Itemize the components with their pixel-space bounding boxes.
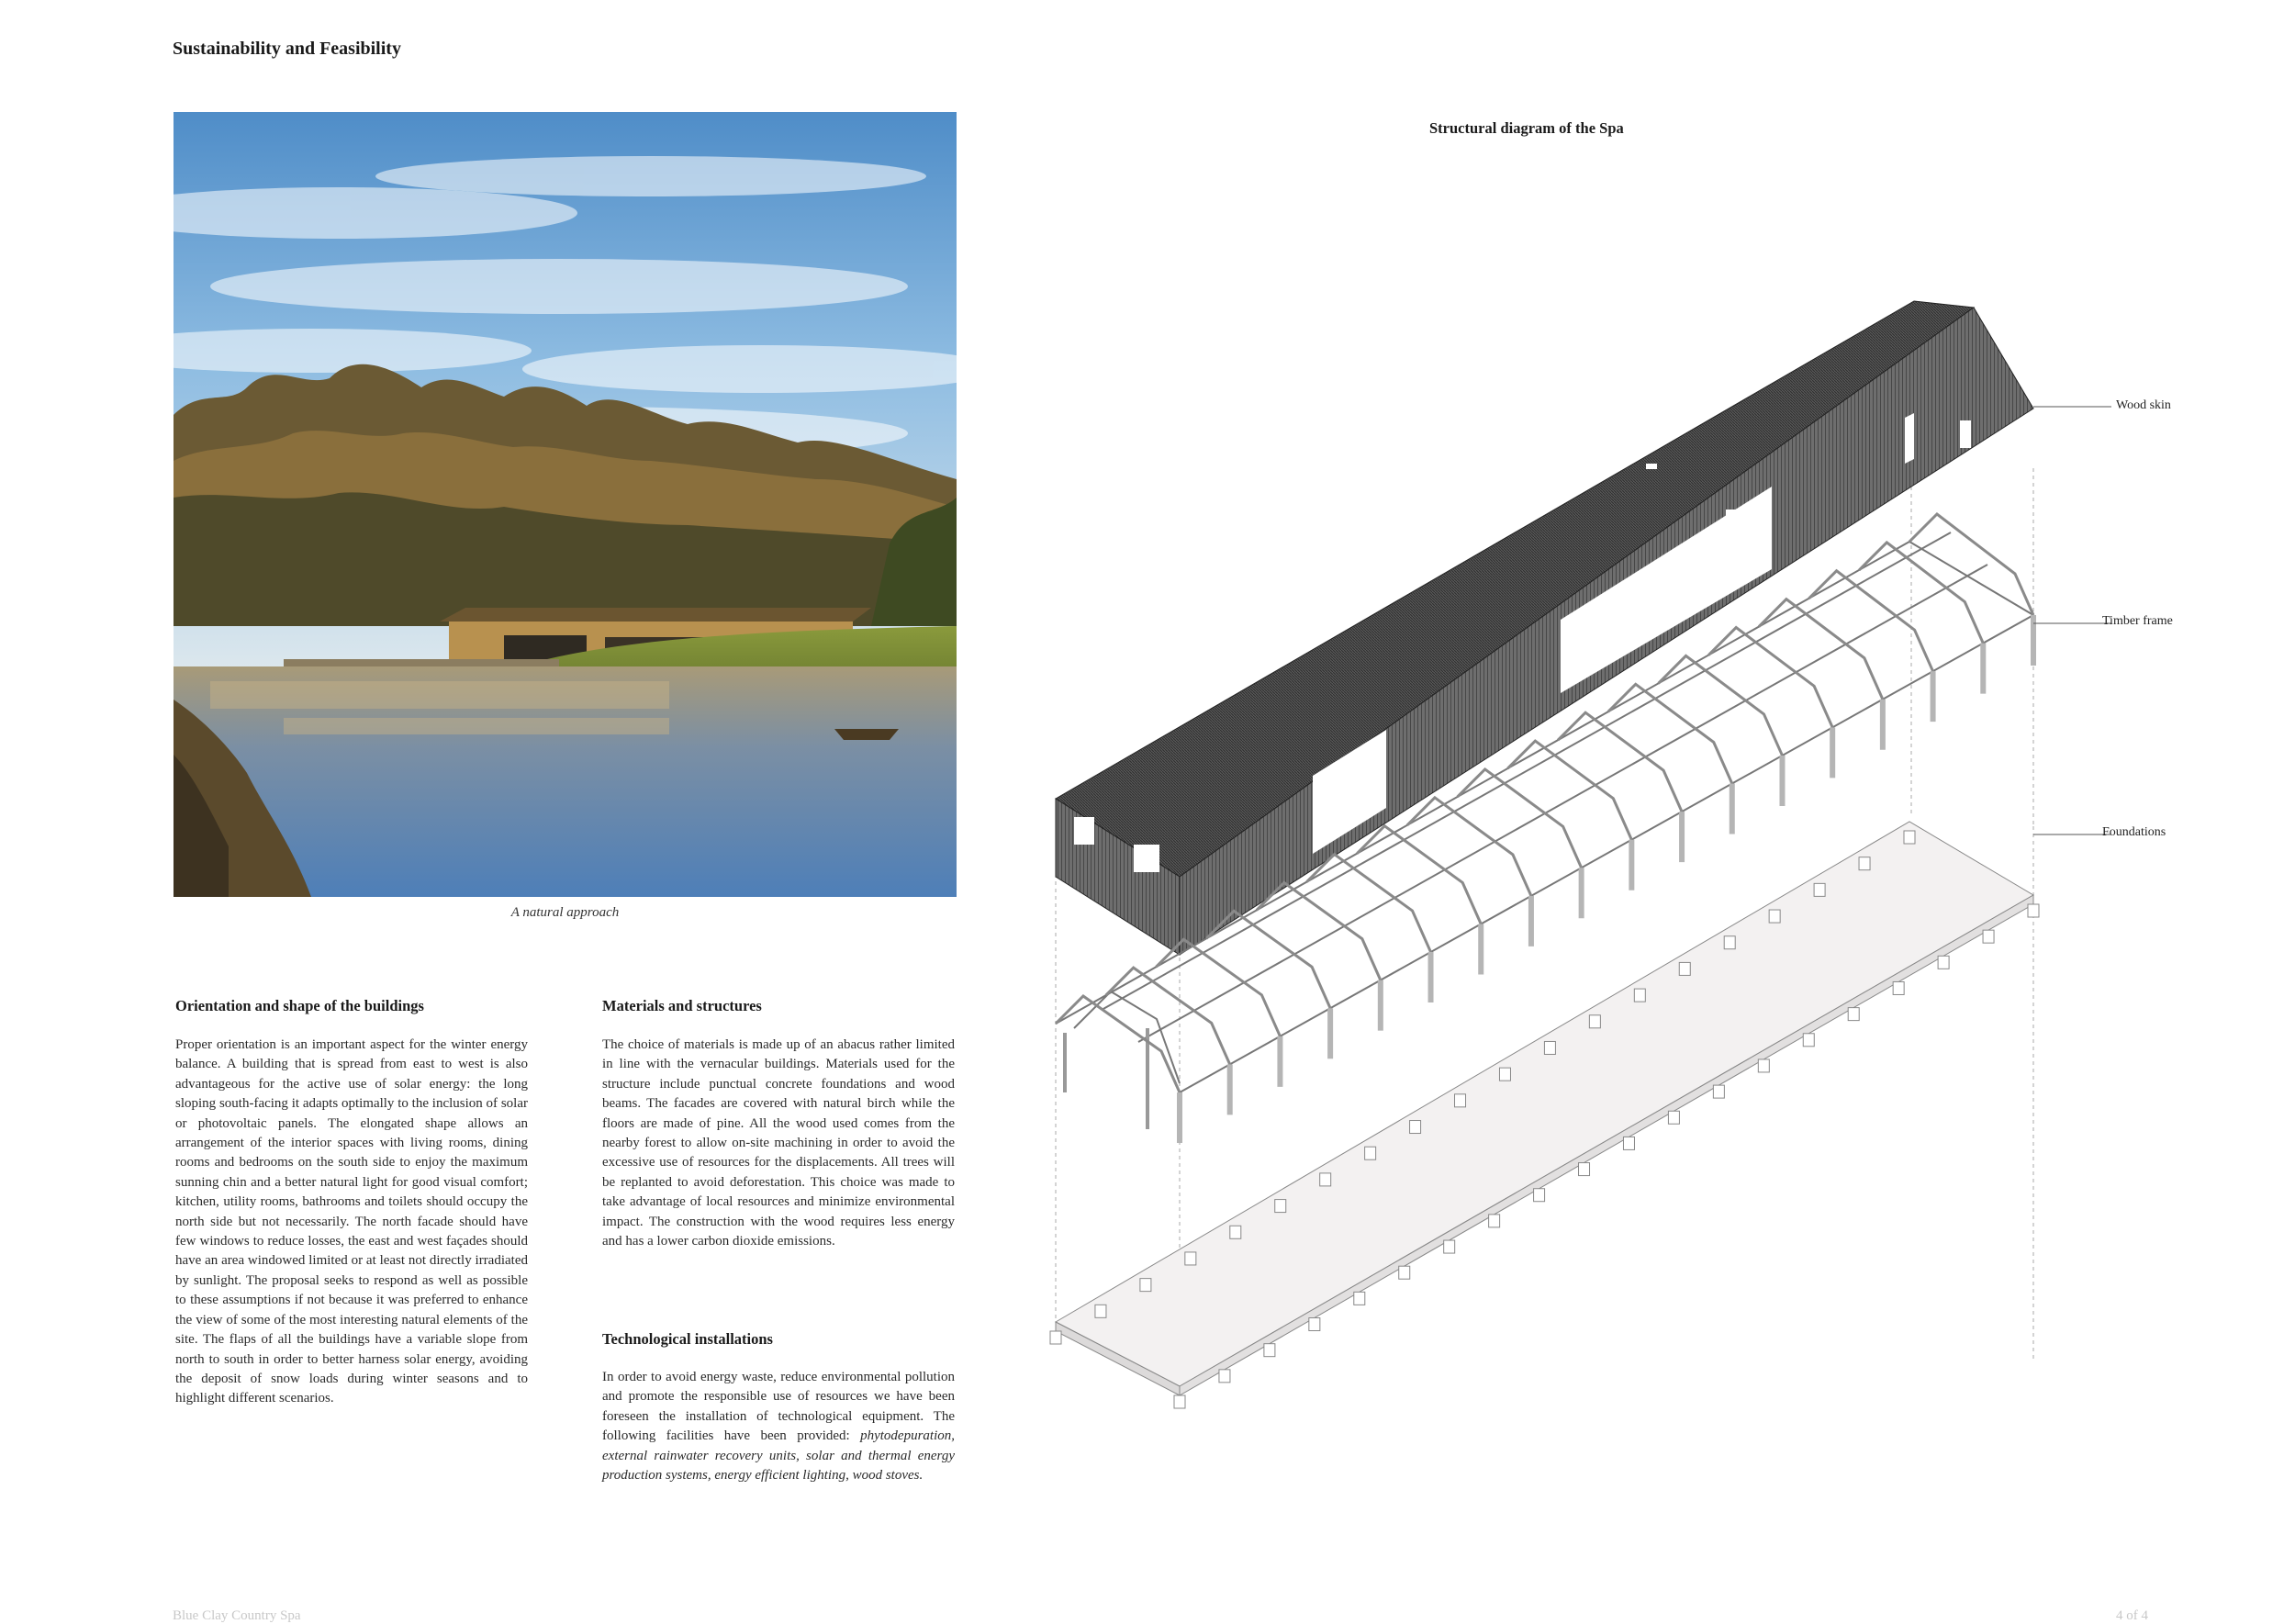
footing	[1713, 1085, 1724, 1098]
structural-diagram	[1037, 275, 2231, 1423]
footing	[1489, 1215, 1500, 1227]
footing	[1095, 1305, 1106, 1317]
footing	[1769, 910, 1780, 923]
footing	[2028, 904, 2039, 917]
timber-rib	[1658, 655, 1782, 756]
footing	[1455, 1094, 1466, 1107]
footer-project-name: Blue Clay Country Spa	[173, 1608, 301, 1623]
footing	[1983, 930, 1994, 943]
timber-rib	[1759, 599, 1883, 700]
footing	[1410, 1121, 1421, 1134]
label-wood-skin: Wood skin	[2116, 398, 2171, 412]
footing	[1499, 1068, 1510, 1081]
footing	[1140, 1279, 1151, 1292]
diagram-title: Structural diagram of the Spa	[1429, 119, 1624, 137]
technology-heading: Technological installations	[602, 1330, 773, 1348]
timber-rib	[1909, 514, 2033, 615]
footing	[1668, 1111, 1679, 1124]
footing	[1219, 1370, 1230, 1383]
footing	[1444, 1240, 1455, 1253]
footing	[1050, 1331, 1061, 1344]
timber-rib	[1608, 684, 1732, 783]
timber-rib	[1708, 628, 1832, 728]
footing	[1724, 936, 1735, 949]
footing	[1893, 981, 1904, 994]
footing	[1623, 1137, 1634, 1149]
footing	[1904, 831, 1915, 844]
page-title: Sustainability and Feasibility	[173, 39, 401, 59]
footing	[1230, 1226, 1241, 1238]
footing	[1320, 1173, 1331, 1186]
footing	[1185, 1252, 1196, 1265]
footing	[1264, 1344, 1275, 1357]
render-photo	[174, 112, 957, 897]
orientation-heading: Orientation and shape of the buildings	[175, 997, 424, 1014]
technology-paragraph	[602, 1368, 955, 1485]
footing	[1275, 1200, 1286, 1213]
footing	[1399, 1266, 1410, 1279]
footing	[1354, 1292, 1365, 1305]
footing	[1758, 1059, 1769, 1072]
footing	[1365, 1147, 1376, 1159]
footing	[1938, 956, 1949, 969]
photo-caption: A natural approach	[510, 905, 620, 920]
footing	[1544, 1041, 1555, 1054]
footing	[1679, 962, 1690, 975]
footing	[1309, 1318, 1320, 1331]
footing	[1634, 989, 1645, 1002]
footing	[1534, 1189, 1545, 1202]
footing	[1589, 1015, 1600, 1028]
technology-text-italic: phytodepuration, external rainwater recovery units, solar and thermal energy production systems, energy efficient lighting, wood stoves.	[602, 1428, 955, 1484]
label-timber-frame: Timber frame	[2102, 614, 2173, 628]
materials-paragraph: The choice of materials is made up of an abacus rather limited in line with the vernacular buildings. Materials used for the structure include punctual concrete foundations and wood beams. The facades are covered with natural birch while the floors are made of pine. All the wood used comes from the nearby forest to allow on-site machining in order to avoid the excessive use of resources for the displacements. All trees will be replanted to avoid deforestation. This choice was made to take advantage of local resources and minimize environmental impact. The construction with the wood requires less energy and has a lower carbon dioxide emissions.	[602, 1037, 955, 1249]
footing	[1803, 1034, 1814, 1047]
materials-heading: Materials and structures	[602, 997, 762, 1014]
footing	[1859, 857, 1870, 870]
footing	[1579, 1163, 1590, 1176]
timber-rib	[1558, 712, 1682, 812]
orientation-paragraph: Proper orientation is an important aspect for the winter energy balance. A building that is spread from east to west is also advantageous for the active use of solar energy: the long sloping south-facing it adapts optimally to the inclusion of solar or photovoltaic panels. The elongated shape allows an arrangement of the interior spaces with living rooms, dining rooms and bedrooms on the south side to enjoy the maximum sunning chin and a better natural light for good visual comfort; kitchen, utility rooms, bathrooms and toilets should occupy the north side but not necessarily. The north facade should have few windows to reduce losses, the east and west façades should have an area windowed limited or at least not directly irradiated by sunlight. The proposal seeks to respond as well as possible to these assumptions if not because it was preferred to enhance the view of some of the most interesting natural elements of the site. The flaps of all the buildings have a variable slope from north to south in order to better harness solar energy, avoiding the deposit of snow loads during winter seasons and to highlight different scenarios.	[175, 1037, 528, 1406]
footing	[1814, 883, 1825, 896]
footing	[1848, 1008, 1859, 1021]
timber-rib	[1056, 996, 1180, 1092]
timber-rib	[1859, 543, 1983, 644]
footer-page-number: 4 of 4	[2116, 1608, 2148, 1623]
timber-rib	[1809, 571, 1933, 671]
label-foundations: Foundations	[2102, 825, 2166, 839]
footing	[1174, 1395, 1185, 1408]
technology-text-plain: In order to avoid energy waste, reduce environmental pollution and promote the responsible use of resources we have been foreseen the installation of technological equipment. The following facilities have been provided:	[602, 1370, 955, 1444]
